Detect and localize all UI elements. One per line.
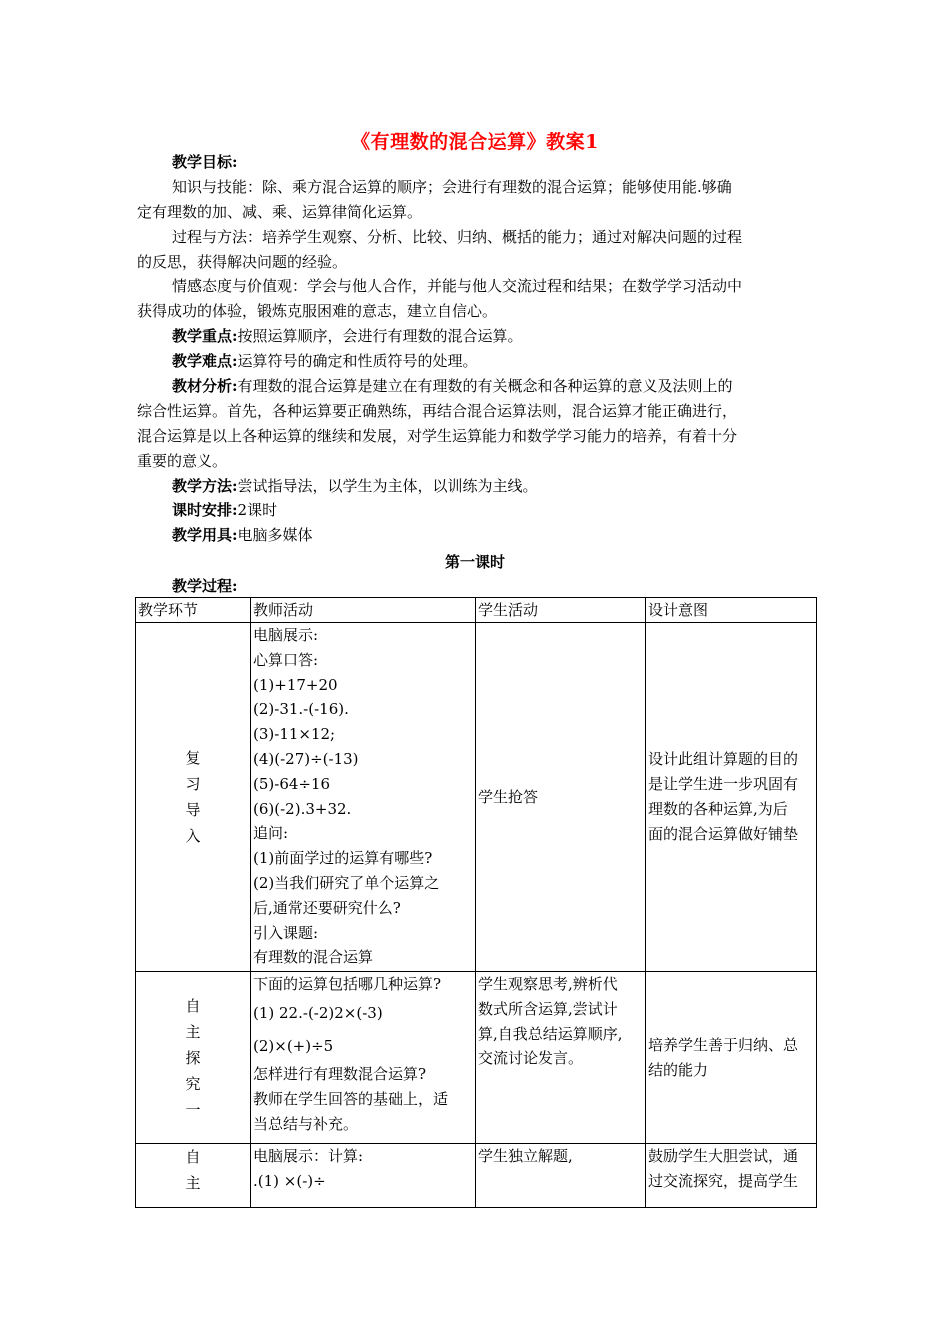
objective-emotion-line-1: 情感态度与价值观：学会与他人合作，并能与他人交流过程和结果；在数学学习活动中 bbox=[172, 277, 743, 295]
objective-process-line-1: 过程与方法：培养学生观察、分析、比较、归纳、概括的能力；通过对解决问题的过程 bbox=[172, 228, 743, 246]
header-student: 学生活动 bbox=[476, 598, 646, 623]
method-label: 教学方法: bbox=[172, 477, 238, 495]
key-point-line bbox=[137, 324, 852, 349]
stage-char: 自 bbox=[185, 996, 201, 1015]
student-line: 算,自我总结运算顺序, bbox=[478, 1024, 623, 1043]
key-point-text: 按照运算顺序，会进行有理数的混合运算。 bbox=[237, 327, 523, 345]
teacher-line: (1)前面学过的运算有哪些? bbox=[253, 849, 433, 868]
teacher-line: 教师在学生回答的基础上，适 bbox=[253, 1090, 449, 1109]
objective-knowledge-line-2: 定有理数的加、减、乘、运算律简化运算。 bbox=[137, 203, 423, 221]
tools-line bbox=[137, 523, 852, 548]
teacher-line: 下面的运算包括哪几种运算? bbox=[253, 975, 442, 993]
schedule-label: 课时安排: bbox=[172, 501, 238, 519]
tools-label: 教学用具: bbox=[172, 526, 238, 544]
design-intent-cell bbox=[646, 1144, 817, 1208]
teacher-line: 追问: bbox=[253, 824, 289, 843]
teacher-line: (3)-11×12; bbox=[253, 725, 336, 744]
lesson-heading: 第一课时 bbox=[444, 553, 505, 571]
header-intent: 设计意图 bbox=[646, 598, 817, 623]
process-label-line bbox=[137, 574, 852, 599]
process-label: 教学过程: bbox=[172, 577, 238, 595]
student-line: 学生观察思考,辨析代 bbox=[478, 975, 618, 993]
method-text: 尝试指导法，以学生为主体，以训练为主线。 bbox=[237, 477, 538, 495]
analysis-line-3: 混合运算是以上各种运算的继续和发展，对学生运算能力和数学学习能力的培养，有着十分 bbox=[137, 427, 738, 445]
teacher-line: (1) 22.-(-2)2×(-3) bbox=[253, 1003, 383, 1022]
stage-char: 导 bbox=[185, 801, 201, 819]
teacher-line: 电脑展示: bbox=[253, 626, 319, 644]
intent-line: 面的混合运算做好铺垫 bbox=[648, 824, 799, 843]
intent-line: 理数的各种运算,为后 bbox=[648, 800, 788, 818]
stage-practice-cell bbox=[136, 1144, 251, 1208]
student-activity-cell bbox=[476, 1144, 646, 1208]
stage-char: 探 bbox=[185, 1048, 201, 1067]
intent-line: 鼓励学生大胆尝试，通 bbox=[648, 1147, 799, 1165]
teacher-line: 电脑展示：计算: bbox=[253, 1147, 364, 1165]
stage-char: 入 bbox=[185, 827, 201, 845]
table-header-row bbox=[136, 598, 817, 623]
student-activity-cell bbox=[476, 623, 646, 972]
stage-review-cell bbox=[136, 623, 251, 972]
intent-line: 过交流探究，提高学生 bbox=[648, 1171, 799, 1190]
method-line bbox=[137, 474, 852, 499]
objective-process-line-2: 的反思，获得解决问题的经验。 bbox=[137, 253, 348, 271]
design-intent-cell bbox=[646, 623, 817, 972]
stage-char: 自 bbox=[185, 1148, 201, 1166]
header-stage: 教学环节 bbox=[136, 598, 251, 623]
teacher-line: 后,通常还要研究什么? bbox=[253, 898, 401, 917]
schedule-line bbox=[137, 498, 852, 523]
student-line: 数式所含运算,尝试计 bbox=[478, 999, 618, 1018]
teacher-line: (2)当我们研究了单个运算之 bbox=[253, 873, 440, 892]
analysis-label: 教材分析: bbox=[172, 377, 238, 395]
stage-char: 主 bbox=[185, 1022, 201, 1041]
table-row bbox=[136, 972, 817, 1144]
stage-char: 究 bbox=[185, 1074, 201, 1093]
design-intent-cell bbox=[646, 972, 817, 1144]
teaching-process-table bbox=[135, 597, 817, 1208]
student-activity-cell bbox=[476, 972, 646, 1144]
teacher-line: 怎样进行有理数混合运算? bbox=[253, 1065, 427, 1084]
teacher-line: 有理数的混合运算 bbox=[253, 948, 374, 967]
analysis-line-2: 综合性运算。首先，各种运算要正确熟练，再结合混合运算法则，混合运算才能正确进行， bbox=[137, 402, 738, 420]
teacher-activity-cell bbox=[251, 623, 476, 972]
teacher-activity-cell bbox=[251, 972, 476, 1144]
header-teacher: 教师活动 bbox=[251, 598, 476, 623]
objectives-label: 教学目标: bbox=[172, 153, 238, 171]
intent-line: 结的能力 bbox=[648, 1060, 709, 1079]
teacher-line: (2)-31.-(-16). bbox=[253, 700, 349, 719]
student-line: 交流讨论发言。 bbox=[478, 1049, 584, 1068]
teacher-line: 引入课题: bbox=[253, 923, 319, 942]
difficulty-text: 运算符号的确定和性质符号的处理。 bbox=[237, 352, 478, 370]
table-row bbox=[136, 1144, 817, 1208]
intent-line: 培养学生善于归纳、总 bbox=[648, 1035, 799, 1054]
teacher-line: 当总结与补充。 bbox=[253, 1114, 359, 1133]
difficulty-line bbox=[137, 349, 852, 374]
teacher-line: (2)×(+)÷5 bbox=[253, 1036, 334, 1055]
analysis-line-4: 重要的意义。 bbox=[137, 452, 228, 470]
intent-line: 设计此组计算题的目的 bbox=[648, 750, 799, 769]
objectives-label-line bbox=[137, 150, 852, 175]
teacher-activity-cell bbox=[251, 1144, 476, 1208]
stage-char: 习 bbox=[185, 775, 201, 793]
teacher-line: 心算口答: bbox=[253, 650, 319, 669]
tools-text: 电脑多媒体 bbox=[237, 526, 313, 544]
teacher-line: (6)(-2).3+32. bbox=[253, 799, 352, 818]
stage-char: 复 bbox=[185, 749, 201, 767]
student-line: 学生独立解题, bbox=[478, 1147, 573, 1165]
teacher-line: (5)-64÷16 bbox=[253, 774, 331, 793]
analysis-line-1 bbox=[137, 374, 852, 399]
schedule-text: 2课时 bbox=[237, 501, 278, 519]
intent-line: 是让学生进一步巩固有 bbox=[648, 775, 799, 794]
analysis-text-first: 有理数的混合运算是建立在有理数的有关概念和各种运算的意义及法则上的 bbox=[237, 377, 733, 395]
table-row bbox=[136, 623, 817, 972]
objective-emotion-line-2: 获得成功的体验，锻炼克服困难的意志，建立自信心。 bbox=[137, 302, 498, 320]
student-line: 学生抢答 bbox=[478, 787, 539, 806]
key-point-label: 教学重点: bbox=[172, 327, 238, 345]
stage-char: 一 bbox=[185, 1100, 201, 1119]
teacher-line: (1)+17+20 bbox=[253, 675, 338, 694]
difficulty-label: 教学难点: bbox=[172, 352, 238, 370]
stage-explore-cell bbox=[136, 972, 251, 1144]
teacher-line: (4)(-27)÷(-13) bbox=[253, 749, 359, 768]
page-title: 《有理数的混合运算》教案1 bbox=[351, 131, 599, 153]
teacher-line: .(1) ×(-)÷ bbox=[253, 1171, 326, 1190]
objective-knowledge-line-1: 知识与技能：除、乘方混合运算的顺序；会进行有理数的混合运算；能够使用能.够确 bbox=[172, 178, 732, 196]
stage-char: 主 bbox=[185, 1174, 201, 1192]
